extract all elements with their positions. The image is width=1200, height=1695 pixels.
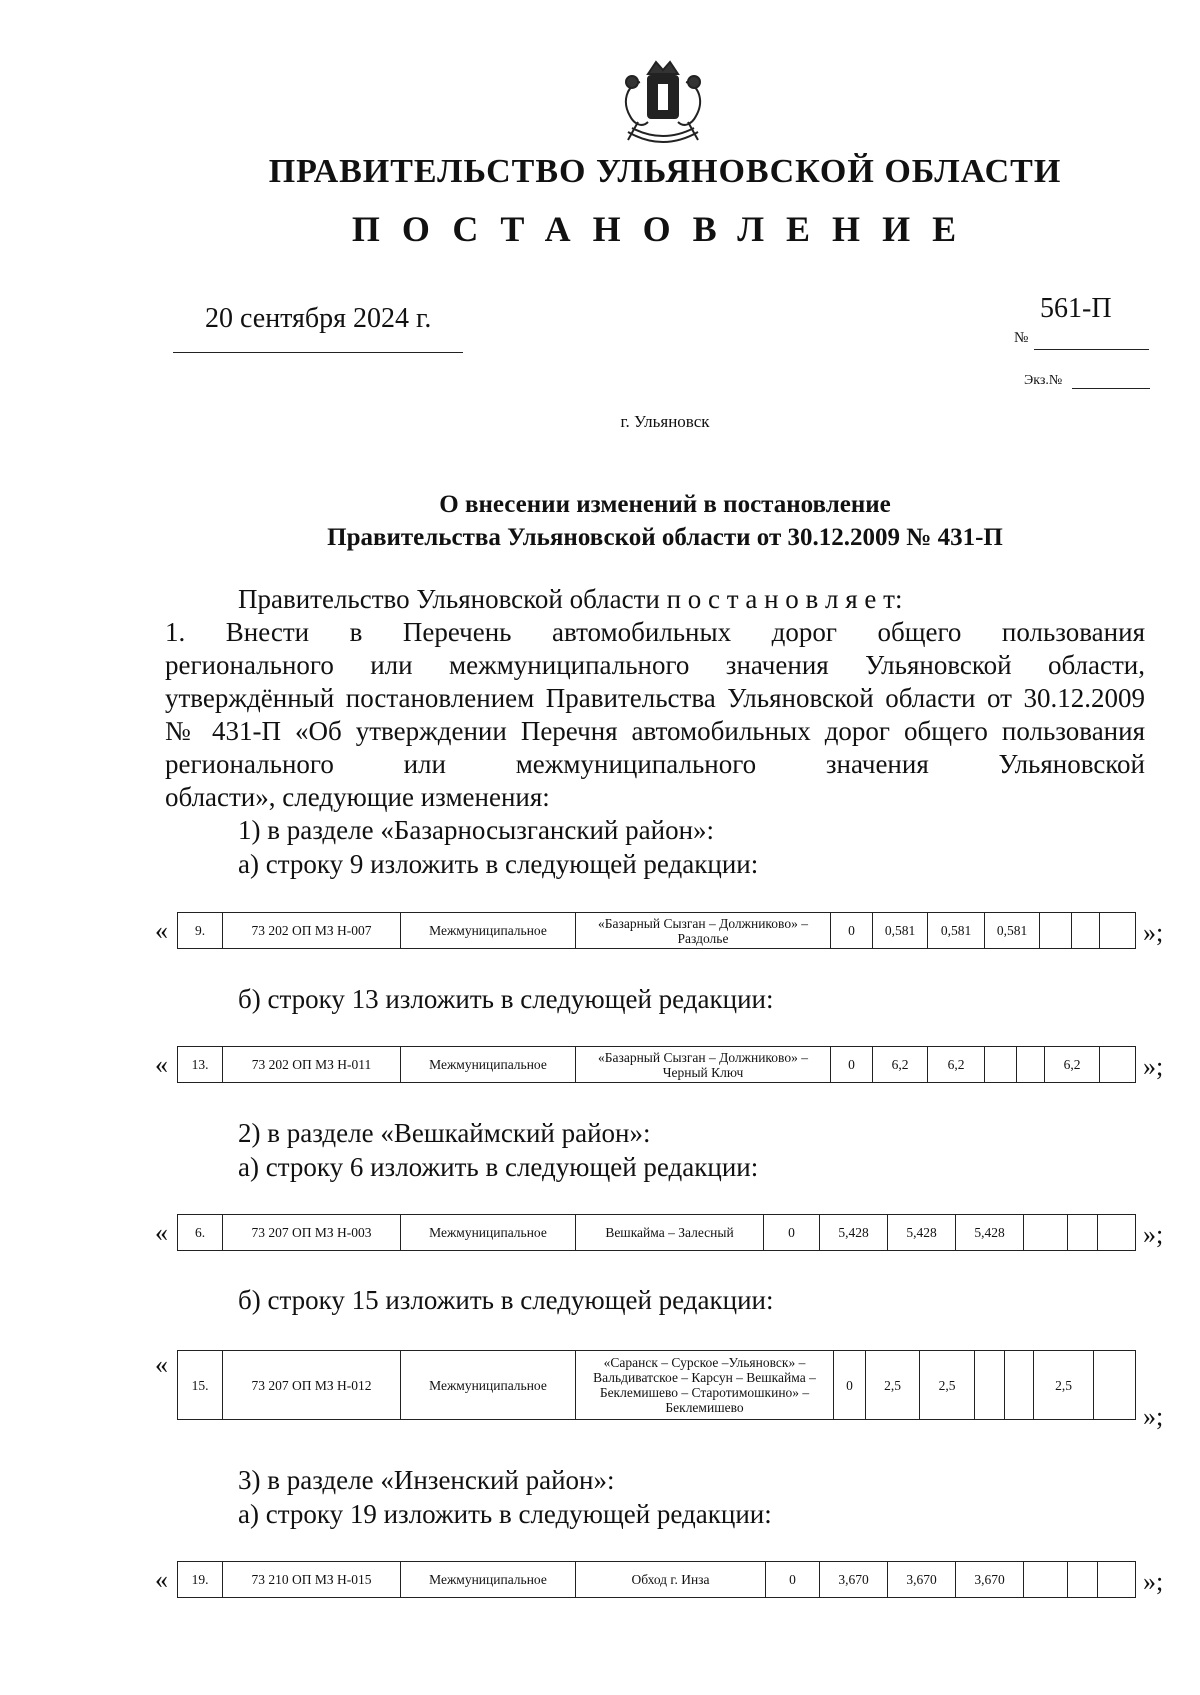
table-cell: 19. — [178, 1562, 223, 1598]
table-cell: 6. — [178, 1215, 223, 1251]
table-cell — [1068, 1215, 1098, 1251]
table-cell: 13. — [178, 1047, 223, 1083]
table-cell: 6,2 — [928, 1047, 985, 1083]
paragraph-1-first-line: 1. Внести в Перечень автомобильных дорог общего пользования — [165, 617, 1145, 647]
copy-underline — [1072, 388, 1150, 389]
quote-open: « — [155, 1050, 168, 1079]
authority-name: ПРАВИТЕЛЬСТВО УЛЬЯНОВСКОЙ ОБЛАСТИ — [268, 153, 1062, 190]
item-3a: а) строку 19 изложить в следующей редакции: — [238, 1499, 772, 1529]
table-cell: Межмуниципальное — [401, 1215, 576, 1251]
table-cell — [1040, 913, 1072, 949]
title-line-2: Правительства Ульяновской области от 30.12.2009 № 431-П — [327, 524, 1003, 551]
table-cell: 0 — [831, 913, 873, 949]
quote-open: « — [155, 1565, 168, 1594]
table-cell: Межмуниципальное — [401, 1047, 576, 1083]
table-cell: 5,428 — [888, 1215, 956, 1251]
document-date: 20 сентября 2024 г. — [205, 303, 432, 334]
intro-paragraph: Правительство Ульяновской области п о с т а н о в л я е т: — [238, 584, 903, 614]
table-cell — [1098, 1562, 1136, 1598]
table-cell: 15. — [178, 1351, 223, 1420]
item-2a: а) строку 6 изложить в следующей редакции: — [238, 1152, 759, 1182]
table-cell — [1005, 1351, 1034, 1420]
date-underline — [173, 352, 463, 353]
table-cell: 3,670 — [820, 1562, 888, 1598]
table-cell: 2,5 — [1034, 1351, 1094, 1420]
item-3: 3) в разделе «Инзенский район»: — [238, 1465, 615, 1495]
table-cell: «Саранск – Сурское –Ульяновск» – Вальдиватское – Карсун – Вешкайма – Беклемишево – Старотимошкино» – Беклемишево — [576, 1351, 834, 1420]
document-type: ПОСТАНОВЛЕНИЕ — [351, 209, 979, 249]
number-underline — [1034, 349, 1149, 350]
table-cell: 0 — [831, 1047, 873, 1083]
table-cell — [985, 1047, 1017, 1083]
table-cell — [1094, 1351, 1136, 1420]
table-cell: Вешкайма – Залесный — [576, 1215, 764, 1251]
table-cell — [1100, 913, 1136, 949]
table-cell: 0 — [766, 1562, 820, 1598]
quote-close: »; — [1143, 1402, 1164, 1431]
paragraph-1-body: регионального или межмуниципального значения Ульяновской области, утверждённый постановлением Правительства Ульяновской области от 30.12.2009 № 431-П «Об утверждении Перечня автомобильных дорог общего пользования регионального или межмуниципального значения Ульяновской — [165, 650, 1145, 779]
item-2: 2) в разделе «Вешкаймский район»: — [238, 1118, 651, 1148]
document-number: 561-П — [1040, 293, 1112, 324]
table-cell — [1017, 1047, 1045, 1083]
table-row — [177, 1046, 1136, 1083]
table-cell — [975, 1351, 1005, 1420]
document-title — [0, 488, 1200, 554]
item-2b: б) строку 15 изложить в следующей редакции: — [238, 1285, 774, 1315]
table-cell: Межмуниципальное — [401, 913, 576, 949]
table-cell: Межмуниципальное — [401, 1562, 576, 1598]
table-row — [177, 1561, 1136, 1598]
table-cell — [1100, 1047, 1136, 1083]
table-cell: 6,2 — [1045, 1047, 1100, 1083]
table-row — [177, 1214, 1136, 1251]
table-cell: 5,428 — [820, 1215, 888, 1251]
table-cell: 2,5 — [920, 1351, 975, 1420]
table-cell: 73 207 ОП МЗ Н-012 — [223, 1351, 401, 1420]
table-row — [177, 1350, 1136, 1420]
table-cell: 3,670 — [956, 1562, 1024, 1598]
quote-open: « — [155, 1350, 168, 1379]
table-cell: 2,5 — [866, 1351, 920, 1420]
table-cell: 0,581 — [873, 913, 928, 949]
table-cell: 9. — [178, 913, 223, 949]
table-cell: Межмуниципальное — [401, 1351, 576, 1420]
table-cell: 6,2 — [873, 1047, 928, 1083]
table-cell: 73 210 ОП МЗ Н-015 — [223, 1562, 401, 1598]
table-cell: 73 202 ОП МЗ Н-007 — [223, 913, 401, 949]
table-cell: 0,581 — [928, 913, 985, 949]
quote-close: »; — [1143, 1052, 1164, 1081]
quote-close: »; — [1143, 1220, 1164, 1249]
table-cell — [1072, 913, 1100, 949]
quote-close: »; — [1143, 918, 1164, 947]
table-row — [177, 912, 1136, 949]
table-cell: 0 — [764, 1215, 820, 1251]
table-cell — [1024, 1562, 1068, 1598]
quote-close: »; — [1143, 1567, 1164, 1596]
table-cell: 73 207 ОП МЗ Н-003 — [223, 1215, 401, 1251]
table-cell: 0,581 — [985, 913, 1040, 949]
table-cell: 3,670 — [888, 1562, 956, 1598]
table-cell: Обход г. Инза — [576, 1562, 766, 1598]
item-1b: б) строку 13 изложить в следующей редакции: — [238, 984, 774, 1014]
copy-label: Экз.№ — [1024, 373, 1063, 388]
city: г. Ульяновск — [620, 412, 710, 431]
coat-of-arms-icon — [608, 52, 718, 152]
table-cell: «Базарный Сызган – Должниково» – Раздолье — [576, 913, 831, 949]
table-cell: 5,428 — [956, 1215, 1024, 1251]
table-cell: «Базарный Сызган – Должниково» – Черный Ключ — [576, 1047, 831, 1083]
title-line-1: О внесении изменений в постановление — [439, 491, 891, 518]
quote-open: « — [155, 916, 168, 945]
table-cell: 73 202 ОП МЗ Н-011 — [223, 1047, 401, 1083]
number-label: № — [1014, 330, 1029, 346]
paragraph-1-last-line: области», следующие изменения: — [165, 782, 550, 812]
table-cell: 0 — [834, 1351, 866, 1420]
quote-open: « — [155, 1218, 168, 1247]
table-cell — [1068, 1562, 1098, 1598]
item-1a: а) строку 9 изложить в следующей редакции: — [238, 849, 759, 879]
item-1: 1) в разделе «Базарносызганский район»: — [238, 815, 715, 845]
table-cell — [1098, 1215, 1136, 1251]
table-cell — [1024, 1215, 1068, 1251]
